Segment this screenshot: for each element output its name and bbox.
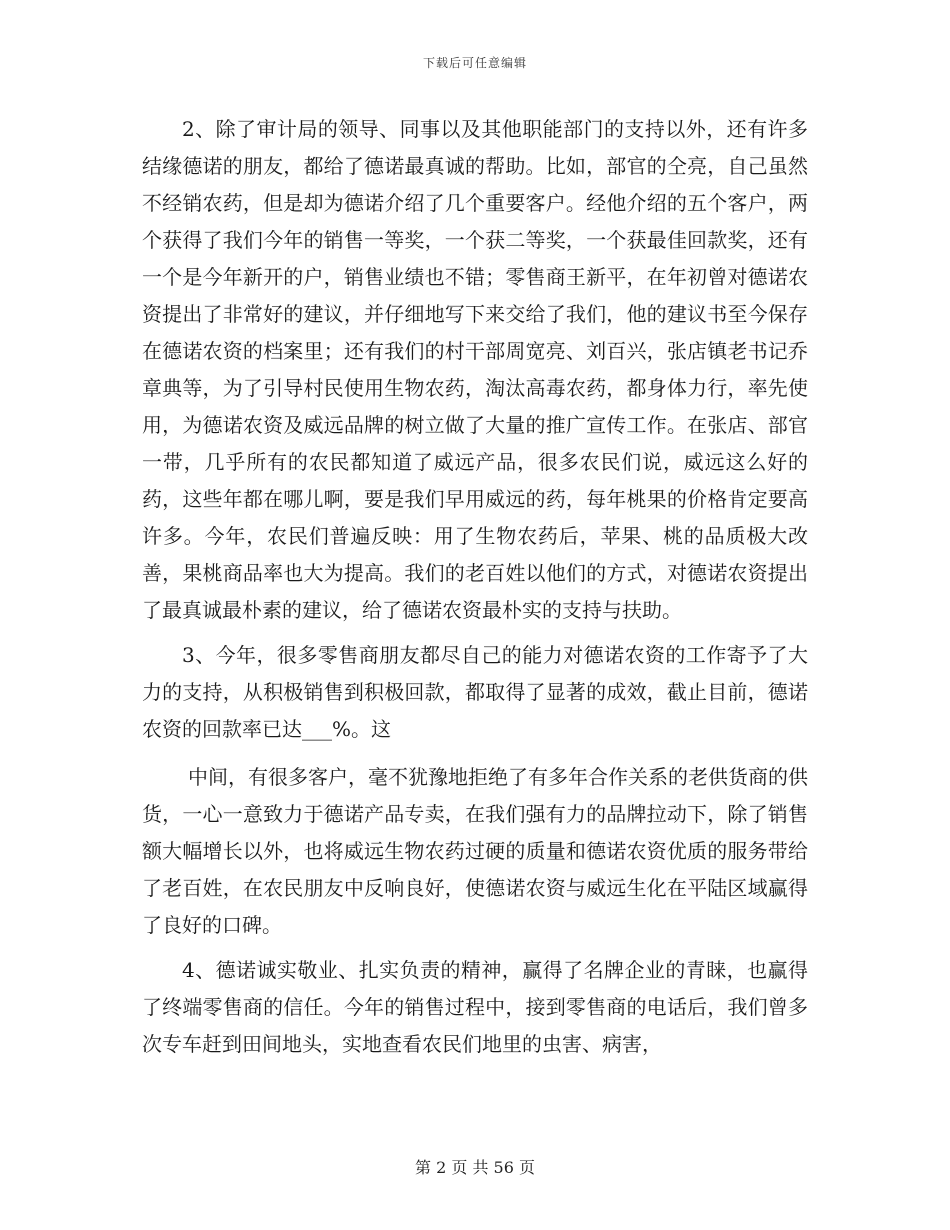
page-number: 第 2 页 共 56 页 bbox=[415, 1158, 535, 1177]
page-header: 下载后可任意编辑 bbox=[422, 56, 527, 70]
paragraph-3: 3、今年，很多零售商朋友都尽自己的能力对德诺农资的工作寄予了大力的支持，从积极销售到积极回款，都取得了显著的成效，截止目前，德诺农资的回款率已达___%。这 bbox=[142, 643, 808, 741]
paragraph-2: 2、除了审计局的领导、同事以及其他职能部门的支持以外，还有许多结缘德诺的朋友，都给了德诺最真诚的帮助。比如，部官的仝亮，自己虽然不经销农药，但是却为德诺介绍了几个重要客户。经他介绍的五个客户，两个获得了我们今年的销售一等奖，一个获二等奖，一个获最佳回款奖，还有一个是今年新开的户，销售业绩也不错；零售商王新平，在年初曾对德诺农资提出了非常好的建议，并仔细地写下来交给了我们，他的建议书至今保存在德诺农资的档案里；还有我们的村干部周宽亮、刘百兴，张店镇老书记乔章典等，为了引导村民使用生物农药，淘汰高毒农药，都身体力行，率先使用，为德诺农资及威远品牌的树立做了大量的推广宣传工作。在张店、部官一带，几乎所有的农民都知道了威远产品，很多农民们说，威远这么好的药，这些年都在哪儿啊，要是我们早用威远的药，每年桃果的价格肯定要高许多。今年，农民们普遍反映：用了生物农药后，苹果、桃的品质极大改善，果桃商品率也大为提高。我们的老百姓以他们的方式，对德诺农资提出了最真诚最朴素的建议，给了德诺农资最朴实的支持与扶助。 bbox=[142, 117, 808, 622]
paragraph-4: 4、德诺诚实敬业、扎实负责的精神，赢得了名牌企业的青睐，也赢得了终端零售商的信任。今年的销售过程中，接到零售商的电话后，我们曾多次专车赶到田间地头，实地查看农民们地里的虫害、病害， bbox=[142, 958, 808, 1056]
document-body bbox=[142, 111, 808, 1063]
paragraph-3-continued: 中间，有很多客户，毫不犹豫地拒绝了有多年合作关系的老供货商的供货，一心一意致力于德诺产品专卖，在我们强有力的品牌拉动下，除了销售额大幅增长以外，也将威远生物农药过硬的质量和德诺农资优质的服务带给了老百姓，在农民朋友中反响良好，使德诺农资与威远生化在平陆区域赢得了良好的口碑。 bbox=[142, 765, 808, 937]
